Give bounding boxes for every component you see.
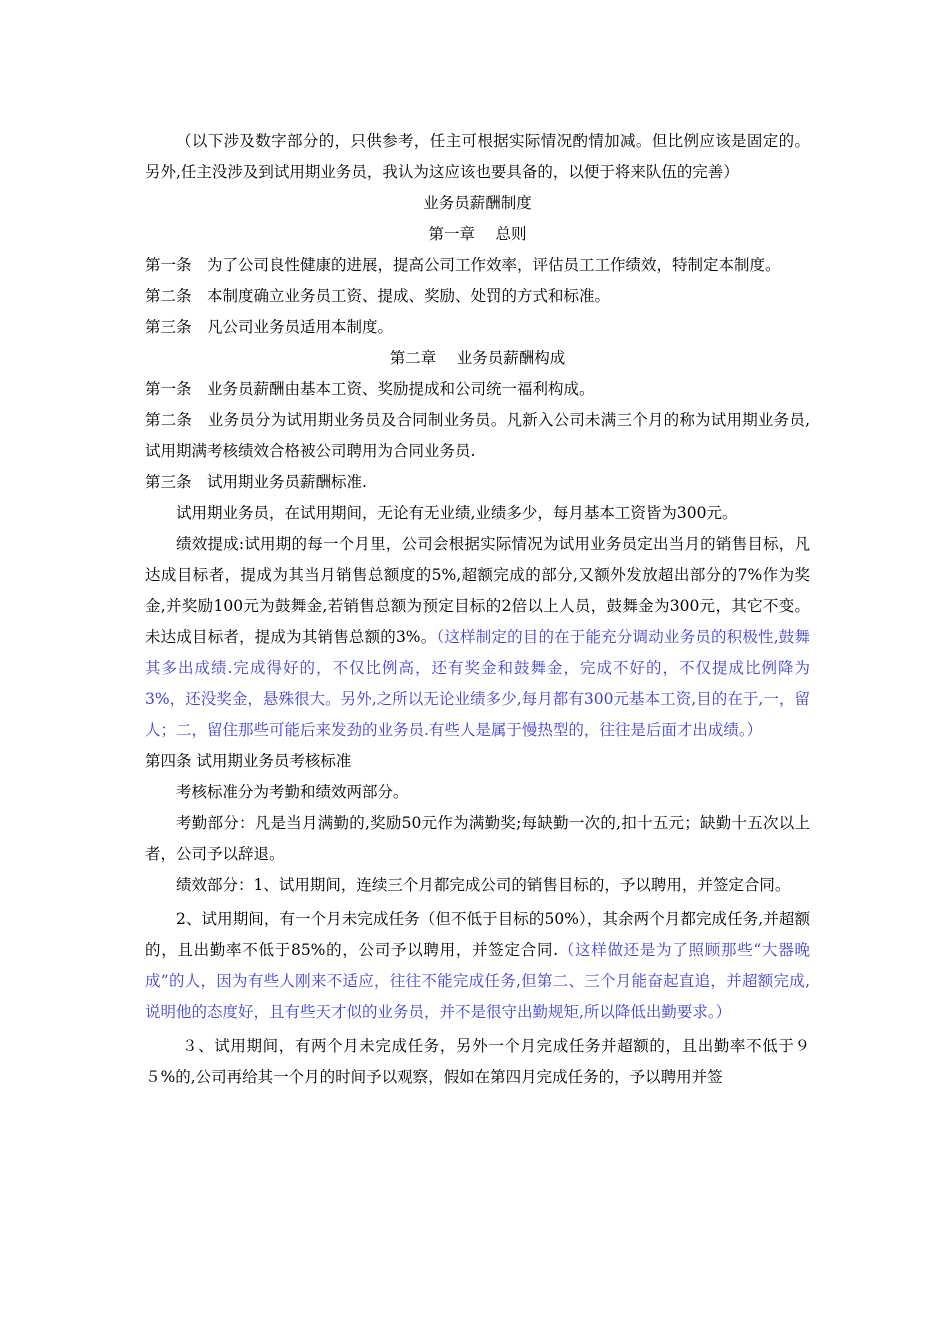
chapter-1-article-1: 第一条 为了公司良性健康的进展，提高公司工作效率，评估员工工作绩效，特制定本制度。 — [145, 256, 781, 274]
document-title: 业务员薪酬制度 — [423, 194, 532, 212]
commission-paragraph — [145, 529, 810, 746]
commission-text: 绩效提成:试用期的每一个月里，公司会根据实际情况为试用业务员定出当月的销售目标，凡达成目标者，提成为其当月销售总额度的5%,超额完成的部分,又额外发放超出部分的7%作为奖金,并奖励100元为鼓舞金,若销售总额为预定目标的2倍以上人员，鼓舞金为300元，其它不变。未达成目标者，提成为其销售总额的3%。 — [145, 535, 810, 646]
chapter-2-article-4: 第四条 试用期业务员考核标准 — [145, 752, 352, 770]
chapter-1-heading: 第一章 总则 — [428, 225, 527, 243]
chapter-2-article-1: 第一条 业务员薪酬由基本工资、奖励提成和公司统一福利构成。 — [145, 380, 595, 398]
chapter-2-article-3: 第三条 试用期业务员薪酬标准. — [145, 473, 367, 491]
base-pay-paragraph: 试用期业务员，在试用期间，无论有无业绩,业绩多少，每月基本工资皆为300元。 — [176, 504, 738, 522]
performance-item-1: 绩效部分：1、试用期间，连续三个月都完成公司的销售目标的，予以聘用，并签定合同。 — [176, 876, 791, 894]
attendance-paragraph: 考勤部分：凡是当月满勤的,奖励50元作为满勤奖;每缺勤一次的,扣十五元；缺勤十五次以上者，公司予以辞退。 — [145, 814, 810, 863]
chapter-1-article-3: 第三条 凡公司业务员适用本制度。 — [145, 318, 394, 336]
chapter-2-article-2: 第二条 业务员分为试用期业务员及合同制业务员。凡新入公司未满三个月的称为试用期业务员,试用期满考核绩效合格被公司聘用为合同业务员. — [145, 411, 810, 460]
commission-note: （这样制定的目的在于能充分调动业务员的积极性,鼓舞其多出成绩.完成得好的，不仅比例高，还有奖金和鼓舞金，完成不好的，不仅提成比例降为3%，还没奖金，悬殊很大。另外,之所以无论业绩多少,每月都有300元基本工资,目的在于,一，留人；二，留住那些可能后来发劲的业务员.有些人是属于慢热型的，往往是后面才出成绩。） — [145, 628, 810, 739]
performance-item-2-note: （这样做还是为了照顾那些“大器晚成”的人，因为有些人刚来不适应，往往不能完成任务,但第二、三个月能奋起直追，并超额完成,说明他的态度好，且有些天才似的业务员，并不是很守出勤规矩,所以降低出勤要求。） — [145, 941, 810, 1021]
chapter-2-heading: 第二章 业务员薪酬构成 — [389, 349, 566, 367]
performance-item-3: ３、试用期间，有两个月未完成任务，另外一个月完成任务并超额的，且出勤率不低于９５%的,公司再给其一个月的时间予以观察，假如在第四月完成任务的，予以聘用并签 — [145, 1037, 810, 1086]
performance-item-2-text: 2、试用期间，有一个月未完成任务（但不低于目标的50%），其余两个月都完成任务,并超额的，且出勤率不低于85%的，公司予以聘用，并签定合同. — [145, 910, 810, 959]
intro-paragraph: （以下涉及数字部分的，只供参考，任主可根据实际情况酌情加减。但比例应该是固定的。另外,任主没涉及到试用期业务员，我认为这应该也要具备的，以便于将来队伍的完善） — [145, 132, 810, 181]
performance-item-2 — [145, 904, 810, 1028]
assessment-parts-paragraph: 考核标准分为考勤和绩效两部分。 — [176, 783, 409, 801]
chapter-1-article-2: 第二条 本制度确立业务员工资、提成、奖励、处罚的方式和标准。 — [145, 287, 611, 305]
